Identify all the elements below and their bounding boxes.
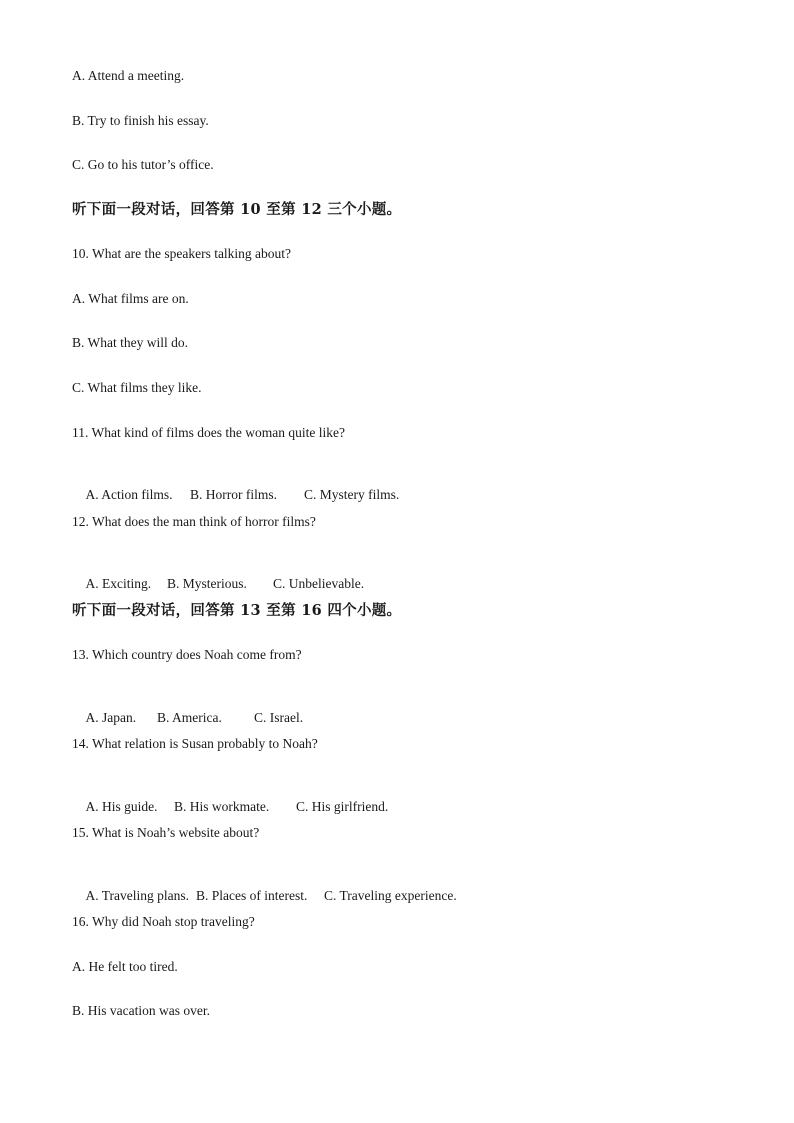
q16-option-b: B. His vacation was over. [72,1003,210,1018]
q11-option-c: C. Mystery films. [304,487,400,502]
section-heading-10-12: 听下面一段对话，回答第 10 至第 12 三个小题。 [72,201,402,218]
q12-option-b: B. Mysterious. [167,576,247,591]
q12-option-c: C. Unbelievable. [273,576,365,591]
q16-option-a: A. He felt too tired. [72,959,178,974]
q15-option-a: A. Traveling plans. [85,888,190,903]
q10-option-b: B. What they will do. [72,335,188,350]
q11-option-a: A. Action films. [85,487,173,502]
q14-option-b: B. His workmate. [174,799,270,814]
q13-option-c: C. Israel. [254,710,304,725]
q9-option-c: C. Go to his tutor’s office. [72,157,214,172]
q11-question: 11. What kind of films does the woman quite like? [72,425,345,440]
q15-question: 15. What is Noah’s website about? [72,825,260,840]
q12-question: 12. What does the man think of horror films? [72,514,316,529]
q13-option-a: A. Japan. [85,710,137,725]
q9-option-a: A. Attend a meeting. [72,68,185,83]
q14-option-a: A. His guide. [85,799,158,814]
q10-question: 10. What are the speakers talking about? [72,246,292,261]
q9-option-b: B. Try to finish his essay. [72,113,209,128]
q13-option-b: B. America. [157,710,222,725]
q15-option-b: B. Places of interest. [196,888,308,903]
q14-option-c: C. His girlfriend. [296,799,389,814]
q16-question: 16. Why did Noah stop traveling? [72,914,255,929]
q15-option-c: C. Traveling experience. [324,888,457,903]
q11-option-b: B. Horror films. [190,487,277,502]
q10-option-c: C. What films they like. [72,380,202,395]
q14-question: 14. What relation is Susan probably to Noah? [72,736,318,751]
q12-option-a: A. Exciting. [85,576,152,591]
q10-option-a: A. What films are on. [72,291,189,306]
section-heading-13-16: 听下面一段对话，回答第 13 至第 16 四个小题。 [72,602,402,619]
q13-question: 13. Which country does Noah come from? [72,647,302,662]
